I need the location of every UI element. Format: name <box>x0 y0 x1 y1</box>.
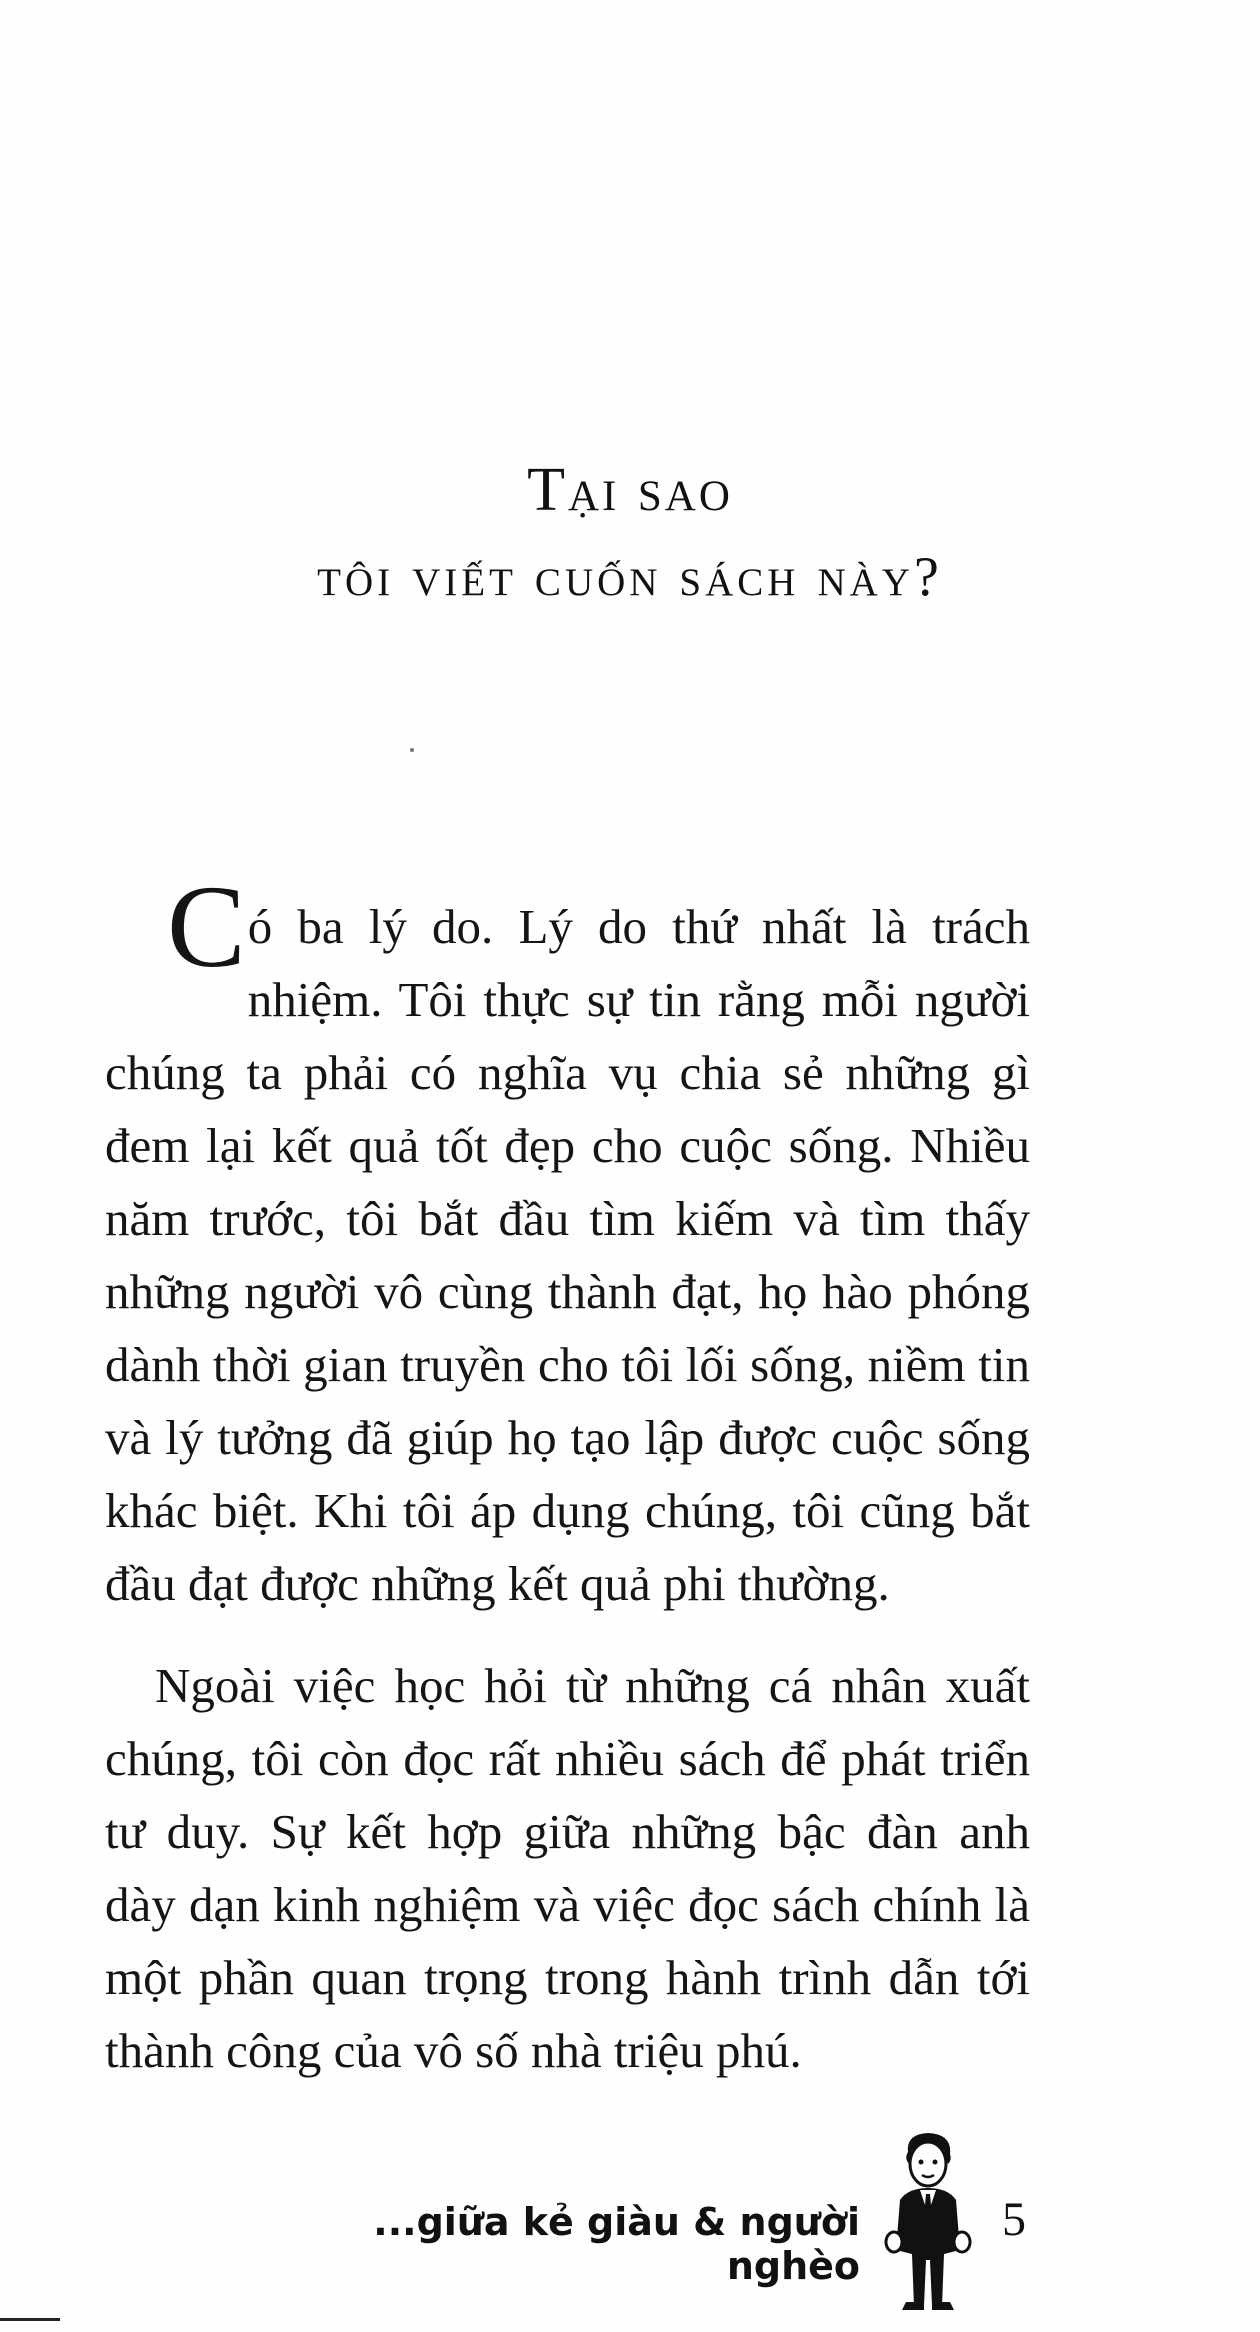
paragraph-2: Ngoài việc học hỏi từ những cá nhân xuất chúng, tôi còn đọc rất nhiều sách để phát triển tư duy. Sự kết hợp giữa những bậc đàn anh dày dạn kinh nghiệm và việc đọc sách chính là một phần quan trọng trong hành trình dẫn tới thành công của vô số nhà triệu phú. <box>105 1658 1030 2078</box>
page-edge-mark <box>0 2318 60 2321</box>
chapter-title-line-1: Tại sao <box>527 456 733 524</box>
page-number: 5 <box>1002 2193 1026 2246</box>
paragraph-1 <box>105 861 1030 1620</box>
running-title: ...giữa kẻ giàu & người nghèo <box>373 2200 860 2288</box>
paragraph-1-text: ó ba lý do. Lý do thứ nhất là trách nhiệm. Tôi thực sự tin rằng mỗi người chúng ta phải có nghĩa vụ chia sẻ những gì đem lại kết quả tốt đẹp cho cuộc sống. Nhiều năm trước, tôi bắt đầu tìm kiếm và tìm thấy những người vô cùng thành đạt, họ hào phóng dành thời gian truyền cho tôi lối sống, niềm tin và lý tưởng đã giúp họ tạo lập được cuộc sống khác biệt. Khi tôi áp dụng chúng, tôi cũng bắt đầu đạt được những kết quả phi thường. <box>105 899 1030 1611</box>
chapter-title-line-2: tôi viết cuốn sách này? <box>317 546 943 608</box>
man-in-suit-icon <box>878 2130 978 2310</box>
speck-mark <box>410 748 414 752</box>
drop-cap: C <box>167 861 246 992</box>
